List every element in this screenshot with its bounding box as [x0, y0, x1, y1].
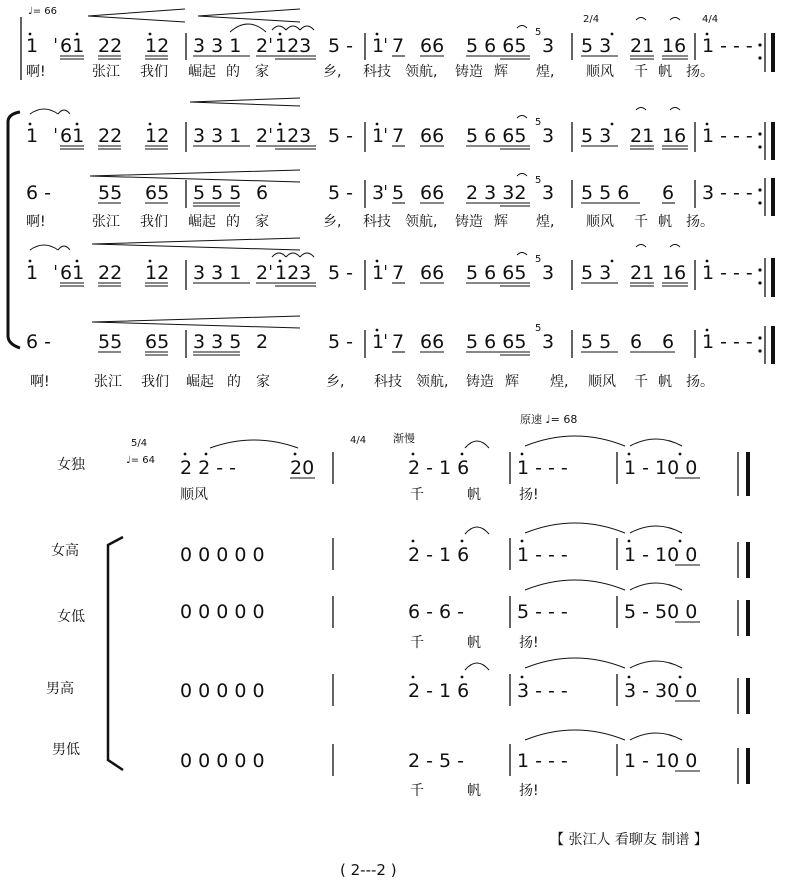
- svg-text:65: 65: [145, 182, 170, 204]
- svg-text:领航,: 领航,: [405, 64, 438, 80]
- lyrics-row-1: [26, 63, 714, 80]
- svg-text:3: 3: [542, 182, 555, 204]
- svg-text:2: 2: [256, 125, 269, 147]
- svg-text:2 - 1 6: 2 - 1 6: [408, 680, 470, 702]
- notation-row-2: [26, 98, 773, 160]
- svg-text:千: 千: [410, 783, 424, 799]
- svg-text:3: 3: [542, 125, 555, 147]
- svg-text:啊!: 啊!: [26, 214, 46, 230]
- svg-text:领航,: 领航,: [405, 214, 438, 230]
- svg-text:2: 2: [256, 35, 269, 57]
- svg-text:张江: 张江: [92, 214, 120, 230]
- svg-text:崛起: 崛起: [186, 374, 214, 390]
- svg-text:3 - 30 0: 3 - 30 0: [624, 680, 698, 702]
- svg-text:1 - - -: 1 - - -: [517, 457, 568, 479]
- svg-text:5 -: 5 -: [328, 125, 353, 147]
- svg-text:帆: 帆: [658, 374, 672, 390]
- svg-text:啊!: 啊!: [30, 374, 50, 390]
- svg-text:4/4: 4/4: [702, 14, 719, 25]
- svg-text:扬!: 扬!: [519, 783, 539, 799]
- svg-text:0 0 0 0 0: 0 0 0 0 0: [180, 750, 265, 772]
- svg-text:66: 66: [420, 262, 445, 284]
- svg-text:煌,: 煌,: [550, 374, 569, 390]
- svg-text:张江: 张江: [94, 374, 122, 390]
- svg-text:20: 20: [290, 457, 315, 479]
- svg-text:3 3 5: 3 3 5: [193, 331, 242, 353]
- svg-text:1 - - -: 1 - - -: [702, 262, 753, 284]
- svg-text:1: 1: [372, 35, 385, 57]
- svg-text:16: 16: [662, 125, 687, 147]
- svg-text:渐慢: 渐慢: [393, 432, 415, 445]
- lyrics-row-5: [30, 373, 714, 390]
- svg-text:千: 千: [634, 374, 648, 390]
- notation-row-4: [26, 238, 773, 297]
- svg-text:ˈ: ˈ: [383, 331, 389, 353]
- svg-text:6: 6: [662, 182, 675, 204]
- svg-text:ˈ: ˈ: [268, 262, 274, 284]
- svg-text:21: 21: [630, 262, 655, 284]
- svg-text:1 - 10 0: 1 - 10 0: [624, 457, 698, 479]
- svg-text:5: 5: [535, 254, 542, 265]
- svg-text:5 5: 5 5: [581, 331, 612, 353]
- svg-text:1: 1: [372, 125, 385, 147]
- chorus-bracket: [8, 112, 20, 348]
- svg-text:1: 1: [26, 35, 39, 57]
- svg-text:123: 123: [275, 35, 312, 57]
- svg-text:5 6 65: 5 6 65: [466, 35, 527, 57]
- svg-text:原速 ♩= 68: 原速 ♩= 68: [520, 413, 578, 426]
- svg-text:乡,: 乡,: [323, 64, 342, 80]
- svg-text:16: 16: [662, 35, 687, 57]
- svg-text:ˈ: ˈ: [53, 125, 59, 147]
- svg-text:3 3 1: 3 3 1: [193, 35, 242, 57]
- svg-text:啊!: 啊!: [26, 64, 46, 80]
- svg-text:5 -: 5 -: [328, 182, 353, 204]
- svg-text:扬。: 扬。: [686, 214, 714, 230]
- svg-text:顺风: 顺风: [586, 214, 614, 230]
- choir-bracket: [108, 537, 123, 770]
- svg-text:的: 的: [226, 214, 240, 230]
- svg-text:3 - - -: 3 - - -: [517, 680, 568, 702]
- solo-row: [180, 436, 748, 503]
- svg-text:2/4: 2/4: [583, 14, 600, 25]
- svg-text:66: 66: [420, 35, 445, 57]
- svg-text:5: 5: [392, 182, 405, 204]
- lyrics-row-3: [26, 213, 714, 230]
- svg-text:辉: 辉: [494, 214, 508, 230]
- svg-text:顺风: 顺风: [586, 64, 614, 80]
- svg-text:22: 22: [98, 262, 123, 284]
- svg-text:铸造: 铸造: [466, 374, 494, 390]
- svg-text:家: 家: [255, 64, 269, 80]
- svg-text:5 6 65: 5 6 65: [466, 125, 527, 147]
- alto-row: [180, 580, 748, 651]
- svg-text:的: 的: [227, 374, 241, 390]
- svg-text:科技: 科技: [363, 64, 391, 80]
- svg-text:0 0 0 0 0: 0 0 0 0 0: [180, 544, 265, 566]
- crescendo-marks: [88, 9, 300, 22]
- notation-row-5: [26, 316, 773, 364]
- svg-text:7: 7: [392, 262, 405, 284]
- svg-text:家: 家: [256, 374, 270, 390]
- svg-text:帆: 帆: [467, 635, 481, 651]
- svg-text:7: 7: [392, 35, 405, 57]
- svg-text:我们: 我们: [140, 214, 168, 230]
- svg-text:千: 千: [634, 64, 648, 80]
- voice-label-tenor: 男高: [46, 681, 74, 697]
- svg-text:2: 2: [256, 331, 269, 353]
- svg-text:5 3: 5 3: [581, 35, 612, 57]
- svg-text:1 - 10 0: 1 - 10 0: [624, 544, 698, 566]
- svg-text:1 - - -: 1 - - -: [702, 331, 753, 353]
- svg-text:扬。: 扬。: [686, 374, 714, 390]
- svg-text:1 - - -: 1 - - -: [702, 35, 753, 57]
- svg-text:123: 123: [275, 262, 312, 284]
- svg-text:顺风: 顺风: [180, 487, 208, 503]
- svg-text:5 -: 5 -: [328, 262, 353, 284]
- svg-text:铸造: 铸造: [455, 64, 483, 80]
- tempo-marking: ♩= 66: [28, 6, 57, 17]
- svg-text:科技: 科技: [374, 374, 402, 390]
- svg-text:ˈ: ˈ: [383, 125, 389, 147]
- svg-text:扬!: 扬!: [519, 635, 539, 651]
- svg-text:5 6 65: 5 6 65: [466, 331, 527, 353]
- tenor-row: [180, 658, 748, 714]
- svg-text:煌,: 煌,: [536, 214, 555, 230]
- svg-text:6 -: 6 -: [26, 182, 51, 204]
- svg-text:1 - 10 0: 1 - 10 0: [624, 750, 698, 772]
- svg-text:1 - - -: 1 - - -: [517, 544, 568, 566]
- svg-text:7: 7: [392, 125, 405, 147]
- svg-text:1: 1: [26, 125, 39, 147]
- svg-text:帆: 帆: [658, 214, 672, 230]
- svg-text:5: 5: [535, 117, 542, 128]
- svg-text:55: 55: [98, 182, 123, 204]
- voice-labels: [46, 456, 86, 758]
- svg-text:22: 22: [98, 35, 123, 57]
- arranger-credit: 【 张江人 看聊友 制谱 】: [550, 832, 708, 848]
- svg-text:2 - 5 -: 2 - 5 -: [408, 750, 465, 772]
- svg-text:5 -: 5 -: [328, 35, 353, 57]
- svg-text:6: 6: [630, 331, 643, 353]
- svg-text:61: 61: [60, 35, 85, 57]
- svg-text:乡,: 乡,: [323, 214, 342, 230]
- svg-text:5 3: 5 3: [581, 125, 612, 147]
- svg-text:12: 12: [145, 262, 170, 284]
- svg-text:6 -: 6 -: [26, 331, 51, 353]
- svg-text:61: 61: [60, 125, 85, 147]
- svg-text:1: 1: [372, 331, 385, 353]
- svg-text:我们: 我们: [141, 374, 169, 390]
- svg-text:21: 21: [630, 35, 655, 57]
- svg-text:2 3 32: 2 3 32: [466, 182, 527, 204]
- svg-text:扬!: 扬!: [519, 487, 539, 503]
- svg-text:4/4: 4/4: [350, 435, 367, 446]
- svg-text:ˈ: ˈ: [268, 35, 274, 57]
- svg-text:12: 12: [145, 35, 170, 57]
- svg-text:ˈ: ˈ: [268, 125, 274, 147]
- svg-text:12: 12: [145, 125, 170, 147]
- svg-text:顺风: 顺风: [588, 374, 616, 390]
- svg-text:16: 16: [662, 262, 687, 284]
- svg-text:5: 5: [535, 323, 542, 334]
- svg-text:崛起: 崛起: [188, 64, 216, 80]
- svg-text:0 0 0 0 0: 0 0 0 0 0: [180, 680, 265, 702]
- svg-text:领航,: 领航,: [416, 374, 449, 390]
- svg-text:5 3: 5 3: [581, 262, 612, 284]
- voice-label-alto: 女低: [57, 609, 85, 625]
- svg-text:5 5 5: 5 5 5: [193, 182, 242, 204]
- voice-label-bass: 男低: [52, 742, 80, 758]
- svg-text:5/4: 5/4: [131, 438, 148, 449]
- svg-text:1 - - -: 1 - - -: [702, 125, 753, 147]
- voice-label-solo: 女独: [57, 457, 85, 473]
- bass-row: [180, 730, 748, 799]
- svg-text:21: 21: [630, 125, 655, 147]
- svg-text:3: 3: [372, 182, 385, 204]
- svg-text:3: 3: [542, 262, 555, 284]
- svg-text:3: 3: [542, 35, 555, 57]
- svg-text:乡,: 乡,: [326, 374, 345, 390]
- svg-text:张江: 张江: [92, 64, 120, 80]
- svg-text:2 - 1 6: 2 - 1 6: [408, 457, 470, 479]
- svg-text:崛起: 崛起: [188, 214, 216, 230]
- svg-text:♩= 64: ♩= 64: [126, 455, 155, 466]
- svg-text:5 - - -: 5 - - -: [517, 601, 568, 623]
- svg-text:7: 7: [392, 331, 405, 353]
- svg-text:辉: 辉: [494, 64, 508, 80]
- svg-text:辉: 辉: [505, 374, 519, 390]
- svg-text:ˈ: ˈ: [383, 35, 389, 57]
- svg-text:ˈ: ˈ: [53, 262, 59, 284]
- svg-text:扬。: 扬。: [686, 64, 714, 80]
- page-number: ( 2---2 ): [340, 861, 397, 879]
- svg-text:3 3 1: 3 3 1: [193, 125, 242, 147]
- svg-text:1: 1: [26, 262, 39, 284]
- svg-text:3 3 1: 3 3 1: [193, 262, 242, 284]
- svg-text:65: 65: [145, 331, 170, 353]
- svg-text:5 -: 5 -: [328, 331, 353, 353]
- svg-text:55: 55: [98, 331, 123, 353]
- svg-text:61: 61: [60, 262, 85, 284]
- svg-text:5 - 50 0: 5 - 50 0: [624, 601, 698, 623]
- voice-label-soprano: 女高: [51, 543, 79, 559]
- svg-text:家: 家: [255, 214, 269, 230]
- svg-text:2: 2: [256, 262, 269, 284]
- notation-row-3: [26, 170, 773, 216]
- svg-text:千: 千: [634, 214, 648, 230]
- svg-text:3 - - -: 3 - - -: [702, 182, 753, 204]
- svg-text:1: 1: [372, 262, 385, 284]
- svg-text:6 - 6 -: 6 - 6 -: [408, 601, 465, 623]
- soprano-row: [180, 523, 748, 578]
- svg-text:0 0 0 0 0: 0 0 0 0 0: [180, 601, 265, 623]
- svg-text:123: 123: [275, 125, 312, 147]
- svg-text:我们: 我们: [140, 64, 168, 80]
- svg-text:5: 5: [535, 27, 542, 38]
- svg-text:千: 千: [410, 487, 424, 503]
- svg-text:22: 22: [98, 125, 123, 147]
- svg-text:铸造: 铸造: [455, 214, 483, 230]
- svg-text:的: 的: [226, 64, 240, 80]
- svg-text:5 5 6: 5 5 6: [581, 182, 630, 204]
- svg-text:ˈ: ˈ: [383, 182, 389, 204]
- svg-text:5 6 65: 5 6 65: [466, 262, 527, 284]
- svg-text:科技: 科技: [363, 214, 391, 230]
- svg-text:帆: 帆: [467, 783, 481, 799]
- svg-text:66: 66: [420, 331, 445, 353]
- svg-text:3: 3: [542, 331, 555, 353]
- svg-text:66: 66: [420, 125, 445, 147]
- svg-text:2 2 - -: 2 2 - -: [180, 457, 237, 479]
- svg-text:1 - - -: 1 - - -: [517, 750, 568, 772]
- svg-text:66: 66: [420, 182, 445, 204]
- svg-text:6: 6: [662, 331, 675, 353]
- svg-text:5: 5: [535, 175, 542, 186]
- svg-text:帆: 帆: [467, 487, 481, 503]
- svg-text:ˈ: ˈ: [383, 262, 389, 284]
- svg-text:千: 千: [410, 635, 424, 651]
- svg-text:2 - 1 6: 2 - 1 6: [408, 544, 470, 566]
- svg-text:煌,: 煌,: [536, 64, 555, 80]
- svg-text:6: 6: [256, 182, 269, 204]
- svg-text:ˈ: ˈ: [53, 35, 59, 57]
- svg-text:帆: 帆: [658, 64, 672, 80]
